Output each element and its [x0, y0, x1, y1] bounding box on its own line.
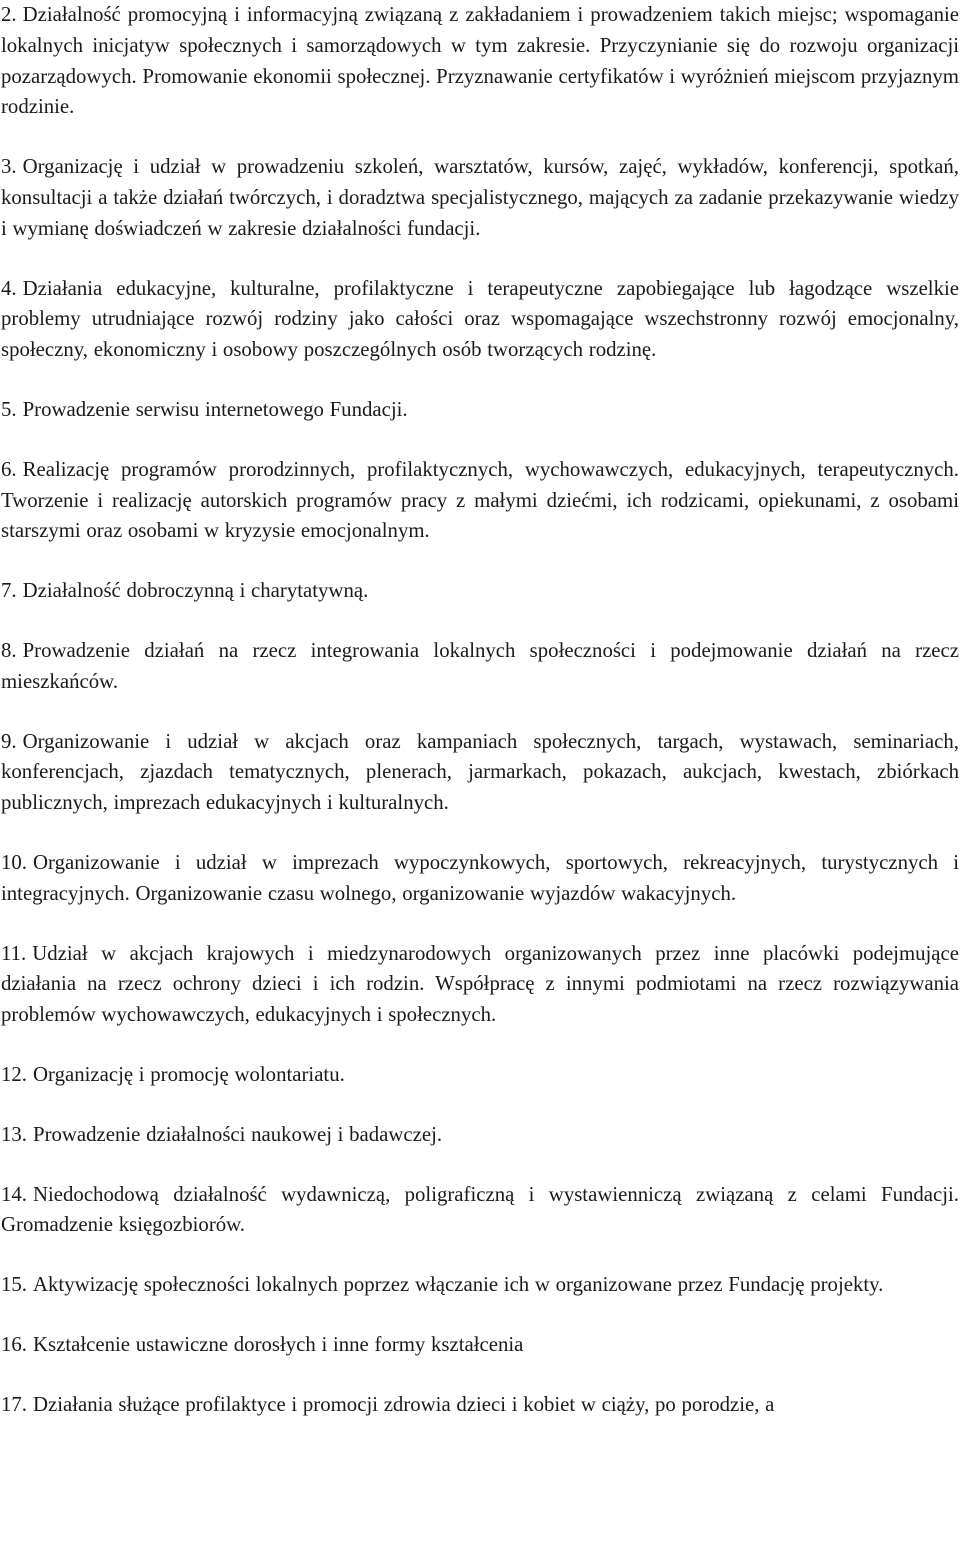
item-number: 8. [1, 638, 17, 662]
item-text: Organizację i udział w prowadzeniu szkoleń, warsztatów, kursów, zajęć, wykładów, konferencji, spotkań, konsultacji a także działań twórczych, i doradztwa specjalistycznego, mających za zadanie przekazywanie wiedzy i wymianę doświadczeń w zakresie działalności fundacji. [1, 155, 959, 240]
item-number: 7. [1, 579, 17, 603]
item-number: 6. [1, 457, 17, 481]
item-number: 3. [1, 155, 17, 179]
list-item [1, 395, 959, 426]
list-item [1, 1180, 959, 1242]
item-number: 10. [1, 850, 27, 874]
item-text: Prowadzenie działań na rzecz integrowania lokalnych społeczności i podejmowanie działań na rzecz mieszkańców. [1, 638, 959, 693]
item-number: 16. [1, 1332, 27, 1356]
list-item [1, 1330, 959, 1361]
document-page [1, 0, 959, 1450]
item-number: 17. [1, 1392, 27, 1416]
item-number: 2. [1, 3, 17, 26]
item-text: Organizację i promocję wolontariatu. [33, 1062, 345, 1086]
list-item [1, 939, 959, 1031]
list-item [1, 1270, 959, 1301]
item-text: Udział w akcjach krajowych i miedzynarodowych organizowanych przez inne placówki podejmujące działania na rzecz ochrony dzieci i ich rodzin. Współpracę z innymi podmiotami na rzecz rozwiązywania problemów wychowawczych, edukacyjnych i społecznych. [1, 941, 959, 1027]
list-item [1, 274, 959, 366]
list-item [1, 848, 959, 910]
item-text: Działania służące profilaktyce i promocji zdrowia dzieci i kobiet w ciąży, po porodzie, a [33, 1392, 775, 1416]
item-text: Realizację programów prorodzinnych, profilaktycznych, wychowawczych, edukacyjnych, terapeutycznych. Tworzenie i realizację autorskich programów pracy z małymi dziećmi, ich rodzicami, opiekunami, z osobami starszymi oraz osobami w kryzysie emocjonalnym. [1, 457, 959, 543]
item-number: 5. [1, 397, 17, 421]
list-item [1, 1390, 959, 1421]
item-text: Aktywizację społeczności lokalnych poprzez włączanie ich w organizowane przez Fundację projekty. [33, 1273, 884, 1297]
list-item [1, 455, 959, 547]
item-text: Kształcenie ustawiczne dorosłych i inne formy kształcenia [33, 1332, 524, 1356]
item-number: 14. [1, 1182, 27, 1206]
list-item [1, 636, 959, 698]
item-text: Działalność promocyjną i informacyjną związaną z zakładaniem i prowadzeniem takich miejsc; wspomaganie lokalnych inicjatyw społecznych i samorządowych w tym zakresie. Przyczynianie się do rozwoju organizacji pozarządowych. Promowanie ekonomii społecznej. Przyznawanie certyfikatów i wyróżnień miejscom przyjaznym rodzinie. [1, 3, 959, 119]
item-text: Prowadzenie serwisu internetowego Fundacji. [22, 397, 408, 421]
item-number: 9. [1, 729, 17, 753]
item-number: 11. [1, 941, 27, 965]
list-item [1, 727, 959, 819]
item-text: Działania edukacyjne, kulturalne, profilaktyczne i terapeutyczne zapobiegające lub łagodzące wszelkie problemy utrudniające rozwój rodziny jako całości oraz wspomagające wszechstronny rozwój emocjonalny, społeczny, ekonomiczny i osobowy poszczególnych osób tworzących rodzinę. [1, 276, 959, 362]
item-text: Organizowanie i udział w imprezach wypoczynkowych, sportowych, rekreacyjnych, turystycznych i integracyjnych. Organizowanie czasu wolnego, organizowanie wyjazdów wakacyjnych. [1, 850, 959, 905]
list-item [1, 152, 959, 244]
item-number: 4. [1, 276, 17, 300]
item-text: Prowadzenie działalności naukowej i badawczej. [33, 1122, 443, 1146]
item-text: Niedochodową działalność wydawniczą, poligraficzną i wystawienniczą związaną z celami Fundacji. Gromadzenie księgozbiorów. [1, 1182, 959, 1237]
list-item [1, 0, 959, 123]
item-number: 12. [1, 1062, 27, 1086]
item-number: 15. [1, 1273, 27, 1297]
list-item [1, 1060, 959, 1091]
list-item [1, 1120, 959, 1151]
list-item [1, 576, 959, 607]
item-text: Działalność dobroczynną i charytatywną. [22, 579, 369, 603]
item-text: Organizowanie i udział w akcjach oraz kampaniach społecznych, targach, wystawach, seminariach, konferencjach, zjazdach tematycznych, plenerach, jarmarkach, pokazach, aukcjach, kwestach, zbiórkach publicznych, imprezach edukacyjnych i kulturalnych. [1, 729, 959, 815]
item-number: 13. [1, 1122, 27, 1146]
